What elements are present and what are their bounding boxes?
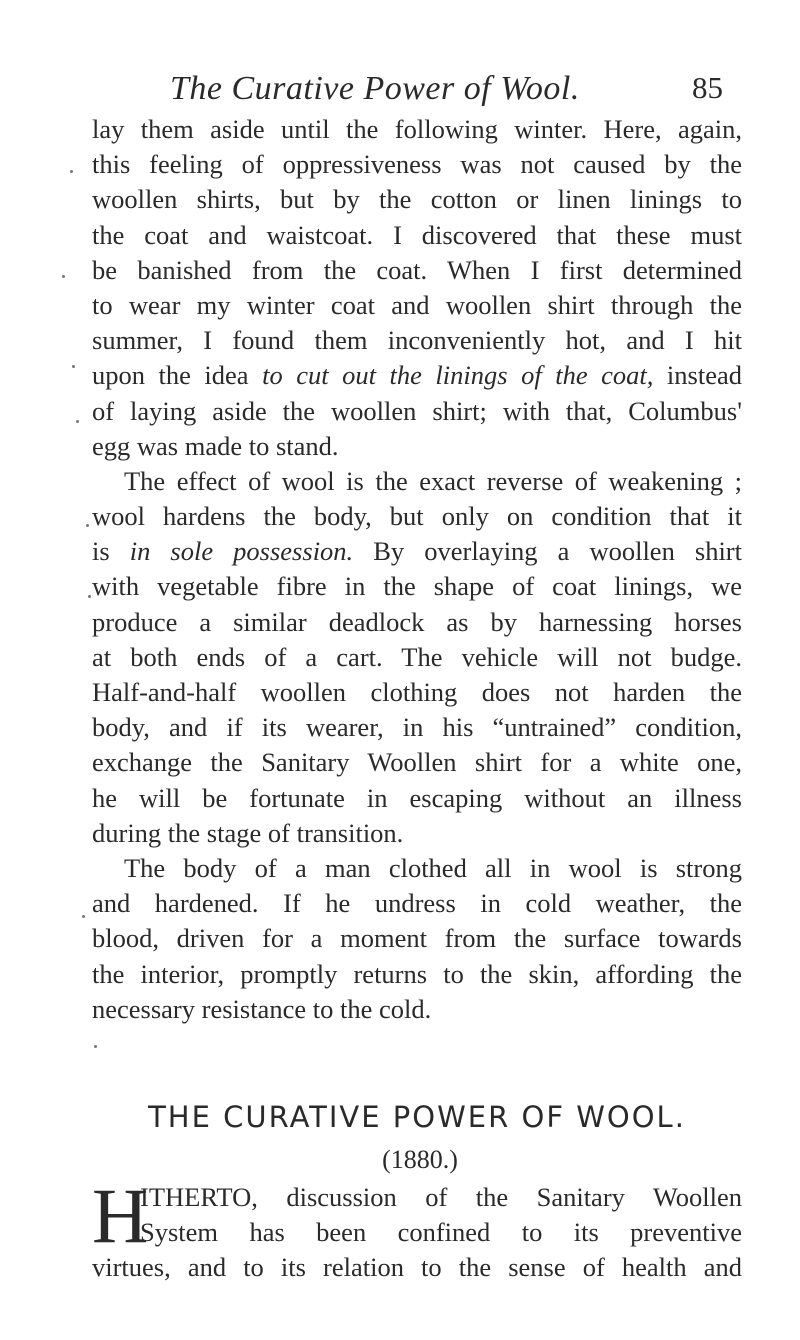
margin-speck — [82, 915, 85, 918]
text-line: ITHERTO, discussion of the Sanitary Woollen — [140, 1182, 742, 1212]
text-line: the coat and waistcoat. I discovered that these must — [92, 219, 742, 250]
line-end: instead — [653, 360, 742, 391]
text-line: of laying aside the woollen shirt; with that, Columbus' — [92, 395, 742, 426]
text-line: System has been confined to its preventive — [140, 1217, 742, 1248]
line-start: upon the idea — [92, 360, 263, 391]
text-line: to wear my winter coat and woollen shirt through the — [92, 289, 742, 320]
text-line: wool hardens the body, but only on condition that it — [92, 501, 742, 532]
margin-speck — [86, 524, 89, 527]
section-body — [92, 1172, 742, 1286]
line-end: By overlaying a woollen shirt — [353, 536, 742, 567]
text-line: he will be fortunate in escaping without an illness — [92, 782, 742, 813]
text-line: produce a similar deadlock as by harnessing horses — [92, 606, 742, 637]
margin-speck — [88, 595, 91, 598]
running-title: The Curative Power of Wool. — [170, 70, 580, 107]
running-head — [0, 70, 800, 118]
text-line: be banished from the coat. When I first determined — [92, 254, 742, 285]
margin-speck — [70, 170, 73, 173]
text-line-with-italic — [92, 358, 742, 393]
text-line: virtues, and to its relation to the sense of health and — [92, 1252, 742, 1283]
italic-phrase: in sole possession. — [129, 536, 354, 567]
text-line: body, and if its wearer, in his “untrained” condition, — [92, 712, 742, 743]
paragraph-start-line: The body of a man clothed all in wool is strong — [124, 852, 742, 883]
section-heading: THE CURATIVE POWER OF WOOL. — [148, 1100, 686, 1134]
drop-cap: H — [92, 1172, 149, 1259]
text-line: exchange the Sanitary Woollen shirt for a white one, — [92, 747, 742, 778]
page-number: 85 — [692, 70, 723, 105]
text-line: lay them aside until the following winter. Here, again, — [92, 114, 742, 144]
text-line: blood, driven for a moment from the surface towards — [92, 923, 742, 954]
margin-speck — [94, 1045, 97, 1048]
paragraph-start-line: The effect of wool is the exact reverse of weakening ; — [124, 465, 742, 496]
section-year: (1880.) — [382, 1145, 458, 1174]
text-line: at both ends of a cart. The vehicle will not budge. — [92, 641, 742, 672]
body-text — [92, 112, 742, 1027]
margin-speck — [62, 275, 65, 278]
text-line: and hardened. If he undress in cold weather, the — [92, 888, 742, 919]
text-line: with vegetable fibre in the shape of coat linings, we — [92, 571, 742, 602]
text-line: Half-and-half woollen clothing does not harden the — [92, 677, 742, 707]
margin-speck — [72, 365, 75, 368]
text-line: the interior, promptly returns to the skin, affording the — [92, 958, 742, 989]
text-line: necessary resistance to the cold. — [92, 993, 432, 1024]
italic-phrase: to cut out the linings of the coat, — [262, 360, 654, 391]
line-start: is — [92, 536, 130, 567]
text-line: woollen shirts, but by the cotton or linen linings to — [92, 184, 742, 215]
text-line: this feeling of oppressiveness was not caused by the — [92, 149, 742, 180]
text-line: during the stage of transition. — [92, 817, 404, 848]
text-line: egg was made to stand. — [92, 430, 339, 461]
text-line-with-italic — [92, 534, 742, 569]
text-line: summer, I found them inconveniently hot, and I hit — [92, 325, 742, 356]
margin-speck — [76, 420, 79, 423]
